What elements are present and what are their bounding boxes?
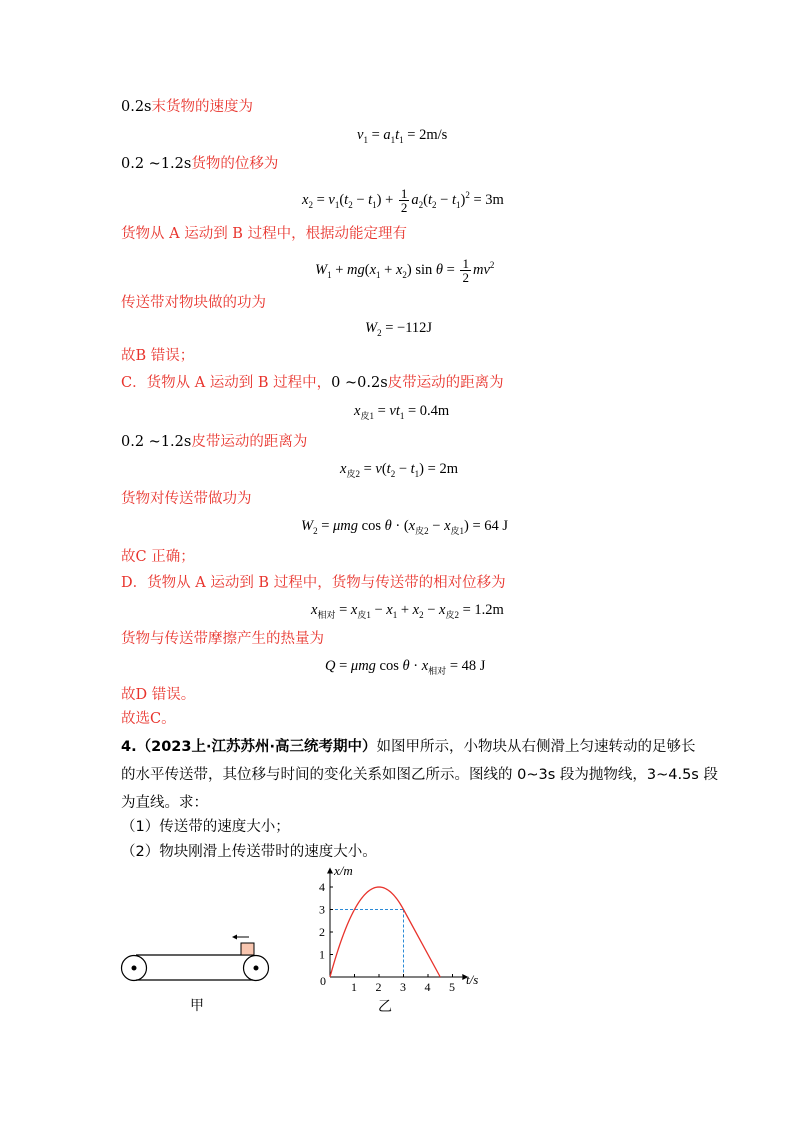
solution-line-13: 故选C。 <box>121 711 176 727</box>
chart-y-arrow <box>327 868 333 874</box>
figure-label-jia: 甲 <box>190 999 204 1014</box>
chart-x-tick-label: 4 <box>424 980 431 994</box>
chart-y-tick-label: 3 <box>319 902 325 917</box>
chart-xlabel: t/s <box>466 972 479 987</box>
solution-line-9: 故C 正确； <box>121 549 195 565</box>
chart-y-tick-label: 1 <box>319 947 325 962</box>
chart-y-tick-label: 2 <box>319 925 325 939</box>
chart-x-tick-label: 3 <box>400 980 406 994</box>
equation-x-belt1: $x_{皮1} = vt_1 = 0.4m$ <box>354 403 450 421</box>
equation-w-cargo: $W_2 = \mu mg$ $\cos \theta \cdot (x_{皮2} - x_{皮1}) = 64$ J <box>301 518 509 536</box>
equation-heat: Q = μmg $\cos \theta \cdot x_{相对} = 48$ J <box>325 658 486 676</box>
question-line-2: 的水平传送带，其位移与时间的变化关系如图乙所示。图线的 0~3s 段为抛物线，3~4.5s 段 <box>121 767 718 783</box>
solution-line-3: 货物从 A 运动到 B 过程中，根据动能定理有 <box>121 226 408 242</box>
chart-x-tick-label: 5 <box>449 980 455 994</box>
question-line-3: 为直线。求： <box>121 795 208 811</box>
equation-relative: $x_{相对} = x_{皮1} - x_1 + x_2 - x_{皮2} = 1.2m$ <box>311 602 504 620</box>
solution-line-11: 货物与传送带摩擦产生的热量为 <box>121 631 324 647</box>
solution-line-12: 故D 错误。 <box>121 687 196 703</box>
chart-series-line <box>330 887 440 977</box>
equation-x-belt2: $x_{皮2} = v(t_2 - t_1) = 2m$ <box>340 461 458 479</box>
chart-origin: 0 <box>320 974 326 988</box>
equation-v1: $v_1 = a_1t_1 = 2m/s$ <box>357 127 448 145</box>
question-sub-1: （1）传送带的速度大小； <box>121 819 290 835</box>
equation-x2: $x_2 = v_1(t_2 - t_1)$ + $\frac{1}{2}$ $a_2(t_2 - t_1)^2 = 3m$ <box>302 186 504 216</box>
chart-ylabel: x/m <box>334 863 353 878</box>
solution-line-5: 故B 错误； <box>121 348 195 364</box>
question-line-1: 4.（2023上·江苏苏州·高三统考期中）如图甲所示，小物块从右侧滑上匀速转动的足够长 <box>121 739 696 755</box>
solution-line-6: C．货物从 A 运动到 B 过程中，0 ~0.2s皮带运动的距离为 <box>121 375 504 391</box>
equation-w2: $W_2 = -112J$ <box>365 320 433 338</box>
figure-label-yi: 乙 <box>378 1000 392 1015</box>
equation-energy: $W_1 + mg(x_1 + x_2)$ sin θ = $\frac{1}{2}$ $mv^2$ <box>315 256 495 286</box>
solution-line-1: 0.2s末货物的速度为 <box>121 99 254 115</box>
solution-line-8: 货物对传送带做功为 <box>121 491 252 507</box>
block <box>241 943 254 955</box>
solution-line-4: 传送带对物块做的功为 <box>121 295 266 311</box>
chart-x-tick-label: 2 <box>375 980 382 994</box>
chart-x-tick-label: 1 <box>351 980 357 994</box>
solution-line-10: D．货物从 A 运动到 B 过程中，货物与传送带的相对位移为 <box>121 575 506 591</box>
question-sub-2: （2）物块刚滑上传送带时的速度大小。 <box>121 844 377 860</box>
conveyor-belt-figure <box>118 928 278 1018</box>
solution-line-7: 0.2 ~1.2s皮带运动的距离为 <box>121 434 308 450</box>
chart-y-tick-label: 4 <box>319 880 325 894</box>
xt-chart <box>300 858 500 1020</box>
solution-line-2: 0.2 ~1.2s货物的位移为 <box>121 156 279 172</box>
